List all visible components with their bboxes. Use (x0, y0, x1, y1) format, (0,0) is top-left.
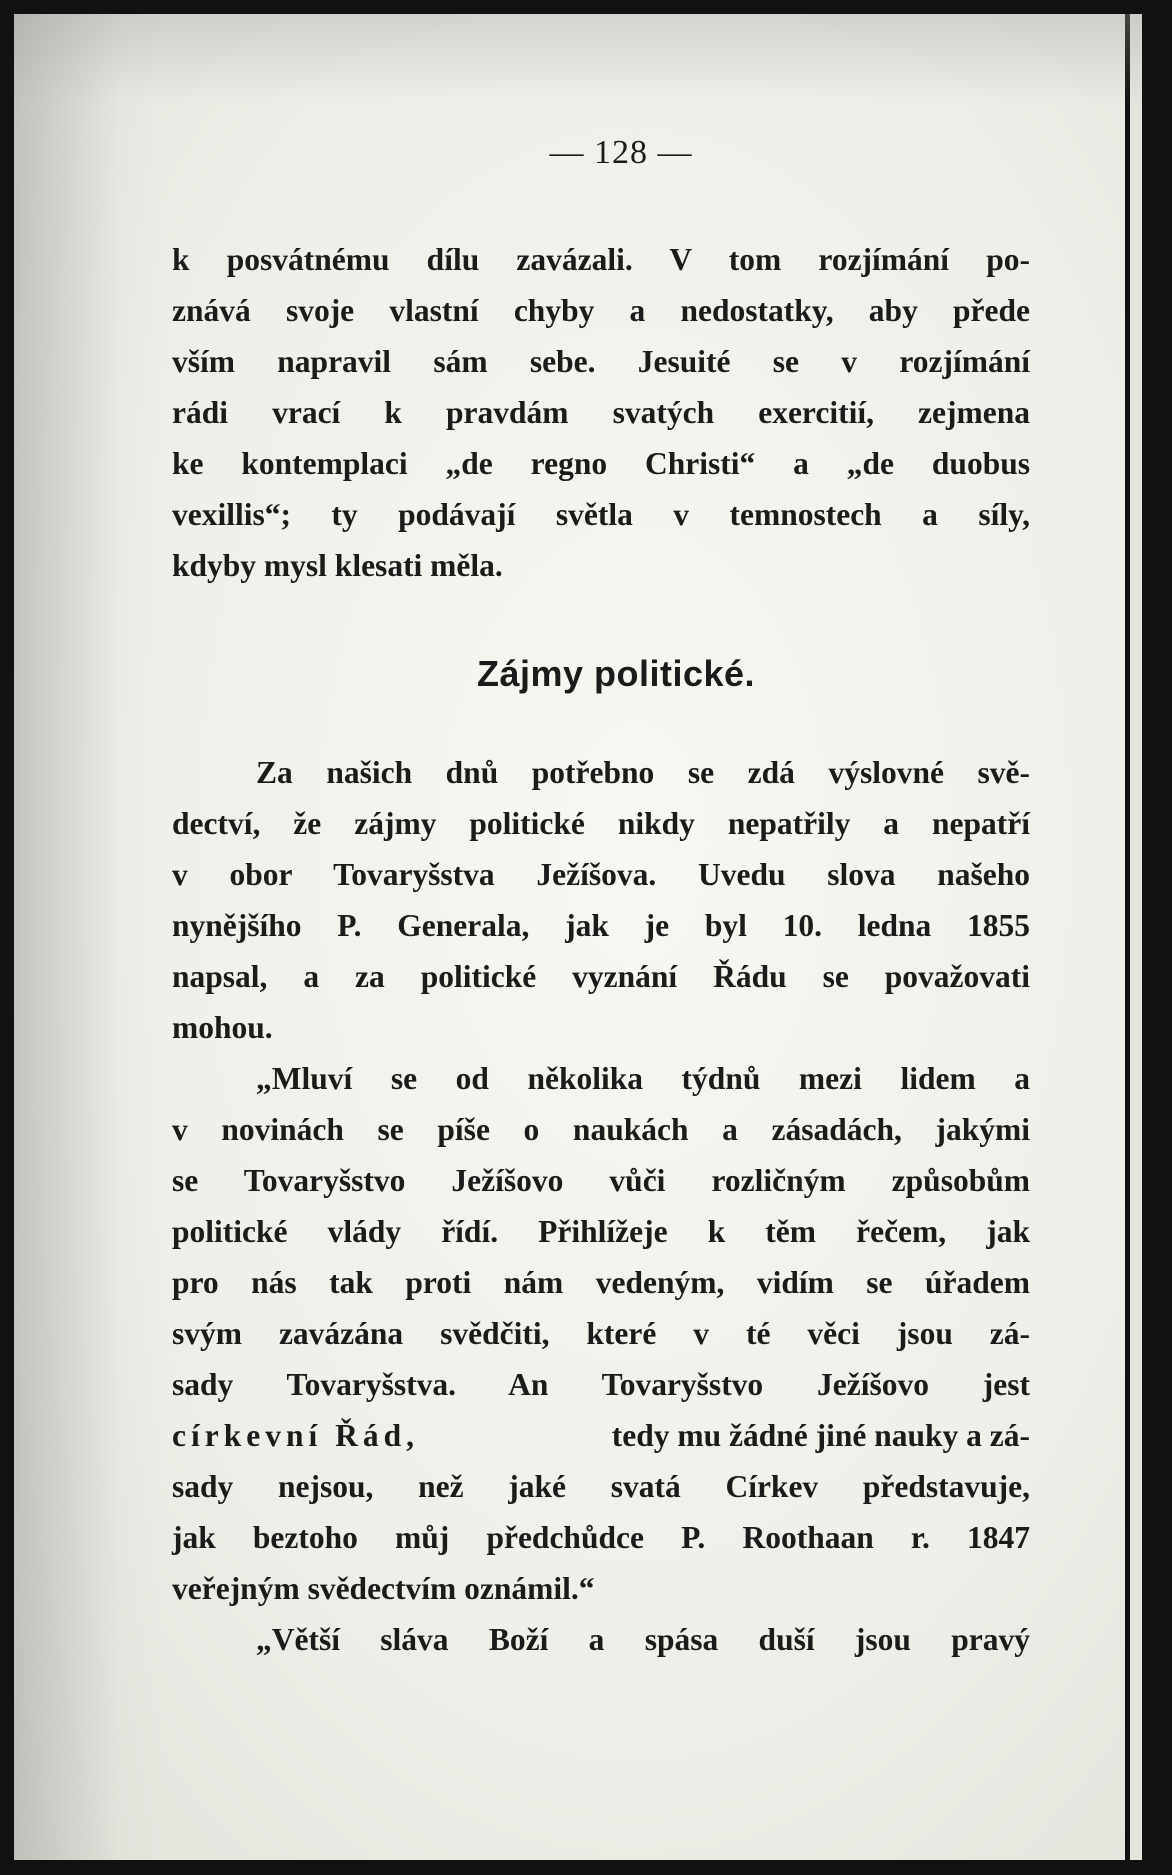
text-line: kdyby mysl klesati měla. (172, 548, 503, 583)
text-line: napsal, a za politické vyznání Řádu se považovati (172, 959, 1030, 994)
paragraph-1 (172, 234, 1030, 591)
text-line: ke kontemplaci „de regno Christi“ a „de duobus (172, 446, 1030, 481)
text-line: v novinách se píše o naukách a zásadách, jakými (172, 1112, 1030, 1147)
page-edge-margin (1130, 14, 1142, 1860)
text-line (172, 1410, 1030, 1461)
text-line: „Větší sláva Boží a spása duší jsou pravý (256, 1622, 1030, 1657)
page-number: — 128 — (549, 134, 693, 171)
text-line: politické vlády řídí. Přihlížeje k těm řečem, jak (172, 1214, 1030, 1249)
text-line: sady Tovaryšstva. An Tovaryšstvo Ježíšovo jest (172, 1367, 1030, 1402)
text-line: Za našich dnů potřebno se zdá výslovné svě- (256, 755, 1030, 790)
text-line: jak beztoho můj předchůdce P. Roothaan r. 1847 (172, 1520, 1030, 1555)
text-line: dectví, že zájmy politické nikdy nepatřily a nepatří (172, 806, 1030, 841)
text-line: rádi vrací k pravdám svatých exercitií, zejmena (172, 395, 1030, 430)
paragraph-2 (172, 747, 1030, 1053)
text-line: pro nás tak proti nám vedeným, vidím se úřadem (172, 1265, 1030, 1300)
text-line-rest: tedy mu žádné jiné nauky a zá- (611, 1418, 1030, 1453)
text-line: nynějšího P. Generala, jak je byl 10. ledna 1855 (172, 908, 1030, 943)
text-line: vším napravil sám sebe. Jesuité se v rozjímání (172, 344, 1030, 379)
paragraph-3 (172, 1053, 1030, 1614)
text-line: mohou. (172, 1010, 273, 1045)
text-line: vexillis“; ty podávají světla v temnostech a síly, (172, 497, 1030, 532)
spaced-emphasis: církevní Řád, (172, 1418, 420, 1453)
text-line: se Tovaryšstvo Ježíšovo vůči rozličným způsobům (172, 1163, 1030, 1198)
book-page (14, 14, 1142, 1860)
text-line: „Mluví se od několika týdnů mezi lidem a (256, 1061, 1030, 1096)
text-line: veřejným svědectvím oznámil.“ (172, 1571, 595, 1606)
text-line: svým zavázána svědčiti, které v té věci jsou zá- (172, 1316, 1030, 1351)
paragraph-4 (172, 1614, 1030, 1665)
section-heading: Zájmy politické. (476, 653, 756, 694)
page-text (172, 134, 1030, 1665)
text-line: sady nejsou, než jaké svatá Církev představuje, (172, 1469, 1030, 1504)
text-line: znává svoje vlastní chyby a nedostatky, aby přede (172, 293, 1030, 328)
text-line: v obor Tovaryšstva Ježíšova. Uvedu slova našeho (172, 857, 1030, 892)
text-line: k posvátnému dílu zavázali. V tom rozjímání po- (172, 242, 1030, 277)
